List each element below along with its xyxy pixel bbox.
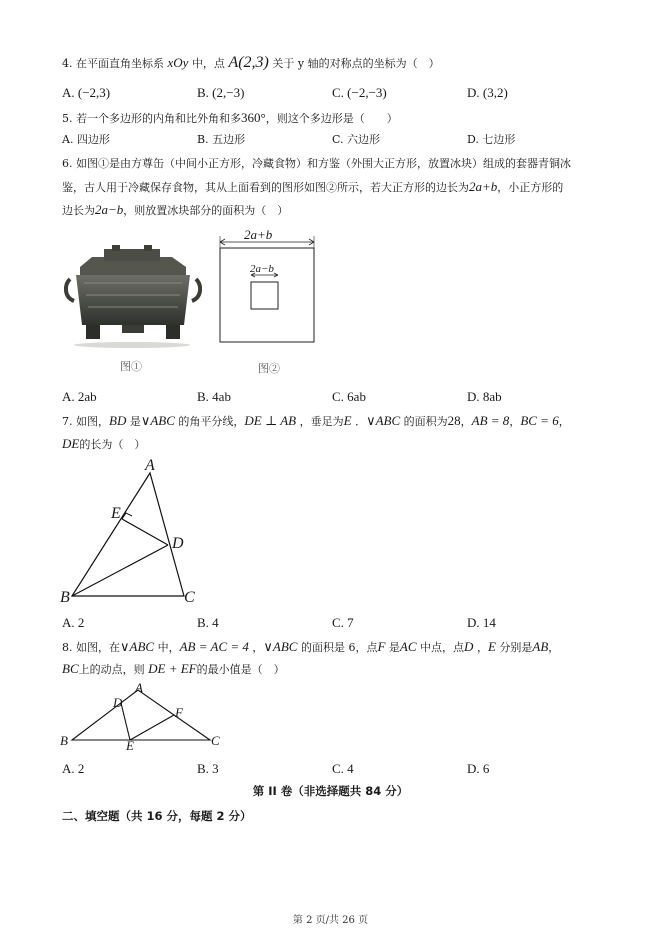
q7-line-1: 7. 如图，BD 是∨ABC 的角平分线，DE ⊥ AB ，垂足为E ．∨ABC 的面积为28，AB = 8，BC = 6， — [62, 413, 570, 428]
q8-option-a: A. 2 — [62, 761, 85, 776]
q5-stem: 5. 若一个多边形的内角和比外角和多360°，则这个多边形是（ ） — [62, 110, 398, 125]
q4-option-c: C. (−2,−3) — [332, 85, 387, 100]
q8-label-c: C — [211, 733, 220, 748]
q6-option-b: B. 4ab — [197, 389, 231, 404]
q6-line-3: 边长为2a−b，则放置冰块部分的面积为（ ） — [62, 202, 289, 217]
bronze-vessel-image — [62, 245, 202, 350]
q5-option-d: D. 七边形 — [467, 133, 516, 146]
q7-label-e: E — [111, 505, 121, 522]
q7-option-a: A. 2 — [62, 615, 85, 630]
q7-option-c: C. 7 — [332, 615, 354, 630]
q7-line-2: DE的长为（ ） — [62, 436, 146, 451]
section-title: 第 II 卷（非选择题共 84 分） — [252, 784, 409, 798]
q8-option-d: D. 6 — [467, 761, 490, 776]
q8-option-c: C. 4 — [332, 761, 354, 776]
page-footer: 第 2 页/共 26 页 — [292, 915, 369, 926]
part-two-heading: 二、填空题（共 16 分，每题 2 分） — [62, 809, 252, 823]
q7-triangle-figure — [60, 458, 210, 608]
q8-label-d: D — [113, 695, 123, 710]
q6-option-d: D. 8ab — [467, 389, 502, 404]
q8-label-a: A — [135, 680, 143, 695]
fig2-inner-label: 2a−b — [250, 263, 274, 275]
q7-option-d: D. 14 — [467, 615, 496, 630]
q4-option-d: D. (3,2) — [467, 85, 508, 100]
q4-option-a: A. (−2,3) — [62, 85, 111, 100]
q7-label-c: C — [184, 589, 195, 606]
q5-option-c: C. 六边形 — [332, 133, 381, 146]
q8-label-e: E — [126, 738, 134, 753]
nested-squares-figure — [218, 232, 318, 344]
q8-line-1: 8. 如图，在∨ABC 中，AB = AC = 4 ，∨ABC 的面积是 6，点F 是AC 中点，点D ，E 分别是AB， — [62, 639, 560, 654]
q8-triangle-figure — [60, 682, 230, 752]
fig1-caption: 图① — [120, 360, 142, 373]
q7-label-a: A — [145, 457, 155, 474]
q5-option-a: A. 四边形 — [62, 133, 110, 146]
q6-line-1: 6. 如图①是由方尊缶（中间小正方形，冷藏食物）和方鉴（外围大正方形，放置冰块）组成的套器青铜冰 — [62, 157, 571, 170]
fig2-outer-label: 2a+b — [244, 227, 273, 242]
q4-option-b: B. (2,−3) — [197, 85, 245, 100]
q7-label-b: B — [60, 589, 70, 606]
q6-option-c: C. 6ab — [332, 389, 366, 404]
q6-option-a: A. 2ab — [62, 389, 97, 404]
q6-line-2: 鉴，古人用于冷藏保存食物，其从上面看到的图形如图②所示，若大正方形的边长为2a+b，小正方形的 — [62, 179, 564, 194]
q7-option-b: B. 4 — [197, 615, 219, 630]
q8-line-2: BC上的动点，则 DE + EF的最小值是（ ） — [62, 661, 285, 676]
q7-label-d: D — [172, 535, 184, 552]
q4-stem: 4. 在平面直角坐标系 xOy 中，点 A(2,3) 关于 y 轴的对称点的坐标为（ ） — [62, 54, 440, 71]
q8-label-b: B — [60, 733, 68, 748]
q8-label-f: F — [175, 705, 183, 720]
q5-option-b: B. 五边形 — [197, 133, 246, 146]
fig2-caption: 图② — [258, 362, 280, 375]
q8-option-b: B. 3 — [197, 761, 219, 776]
